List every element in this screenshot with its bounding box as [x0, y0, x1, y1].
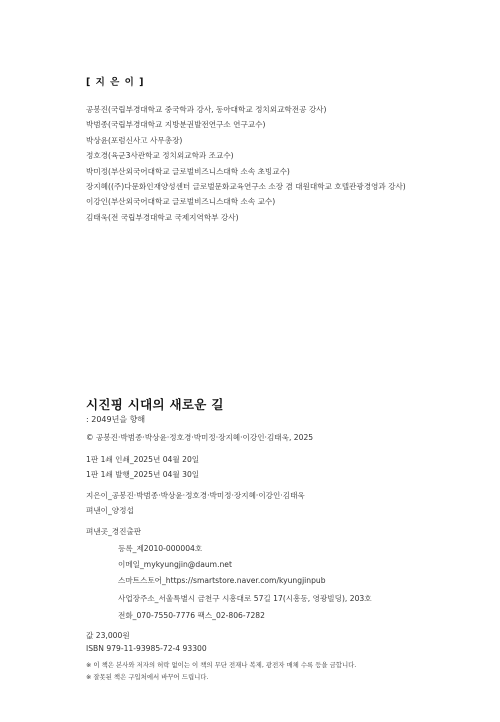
- author-entry: 김태욱(전 국립부경대학교 국제지역학부 강사): [86, 212, 239, 222]
- author-entry: 박상윤(포럼신사고 사무총장): [86, 135, 183, 145]
- copyright-line: © 공봉진·박범종·박상윤·정호경·박미정·장지혜·이강인·김태욱, 2025: [86, 433, 314, 442]
- isbn: ISBN 979-11-93985-72-4 93300: [86, 644, 207, 653]
- author-entry: 박범종(국립부경대학교 지방분권발전연구소 연구교수): [86, 120, 266, 130]
- price: 값 23,000원: [86, 631, 130, 640]
- phone-fax: 전화_070-7550-7776 팩스_02-806-7282: [118, 611, 265, 620]
- exchange-notice: ※ 잘못된 책은 구입처에서 바꾸어 드립니다.: [86, 673, 209, 681]
- authors-credit: 지은이_공봉진·박범종·박상윤·정호경·박미정·장지혜·이강인·김태욱: [86, 491, 305, 500]
- author-entry: 박미정(부산외국어대학교 글로벌비즈니스대학 소속 초빙교수): [86, 166, 290, 176]
- registration-number: 등록_제2010-000004호: [118, 544, 203, 553]
- author-list: [86, 102, 406, 225]
- email-address: 이메일_mykyungjin@daum.net: [118, 560, 232, 569]
- print-date: 1판 1쇄 인쇄_2025년 04월 20일: [86, 455, 200, 464]
- author-entry: 장지혜((주)다문화인재양성센터 글로벌문화교육연구소 소장 겸 대원대학교 호텔관광경영과 강사): [86, 182, 406, 192]
- book-title: 시진핑 시대의 새로운 길: [86, 397, 224, 412]
- publish-date: 1판 1쇄 발행_2025년 04월 30일: [86, 470, 200, 479]
- publisher-company: 펴낸곳_경진출판: [86, 527, 142, 536]
- author-entry: 정호경(육군3사관학교 정치외교학과 조교수): [86, 151, 234, 161]
- author-entry: 공봉진(국립부경대학교 중국학과 강사, 동아대학교 정치외교학전공 강사): [86, 105, 327, 114]
- authors-heading: [ 지 은 이 ]: [86, 77, 145, 88]
- author-entry: 이강인(부산외국어대학교 글로벌비즈니스대학 소속 교수): [86, 197, 276, 207]
- smartstore-link: 스마트스토어_https://smartstore.naver.com/kyungjinpub: [118, 576, 326, 585]
- publisher-person: 펴낸이_양정섭: [86, 506, 134, 515]
- book-subtitle: : 2049년을 향해: [86, 415, 146, 424]
- copyright-notice: ※ 이 책은 본사와 저자의 허락 없이는 이 책의 무단 전재나 복제, 광전자 매체 수록 등을 금합니다.: [86, 661, 357, 669]
- business-address: 사업장주소_서울특별시 금천구 시흥대로 57길 17(시흥동, 영광빌딩), 203호: [118, 594, 372, 603]
